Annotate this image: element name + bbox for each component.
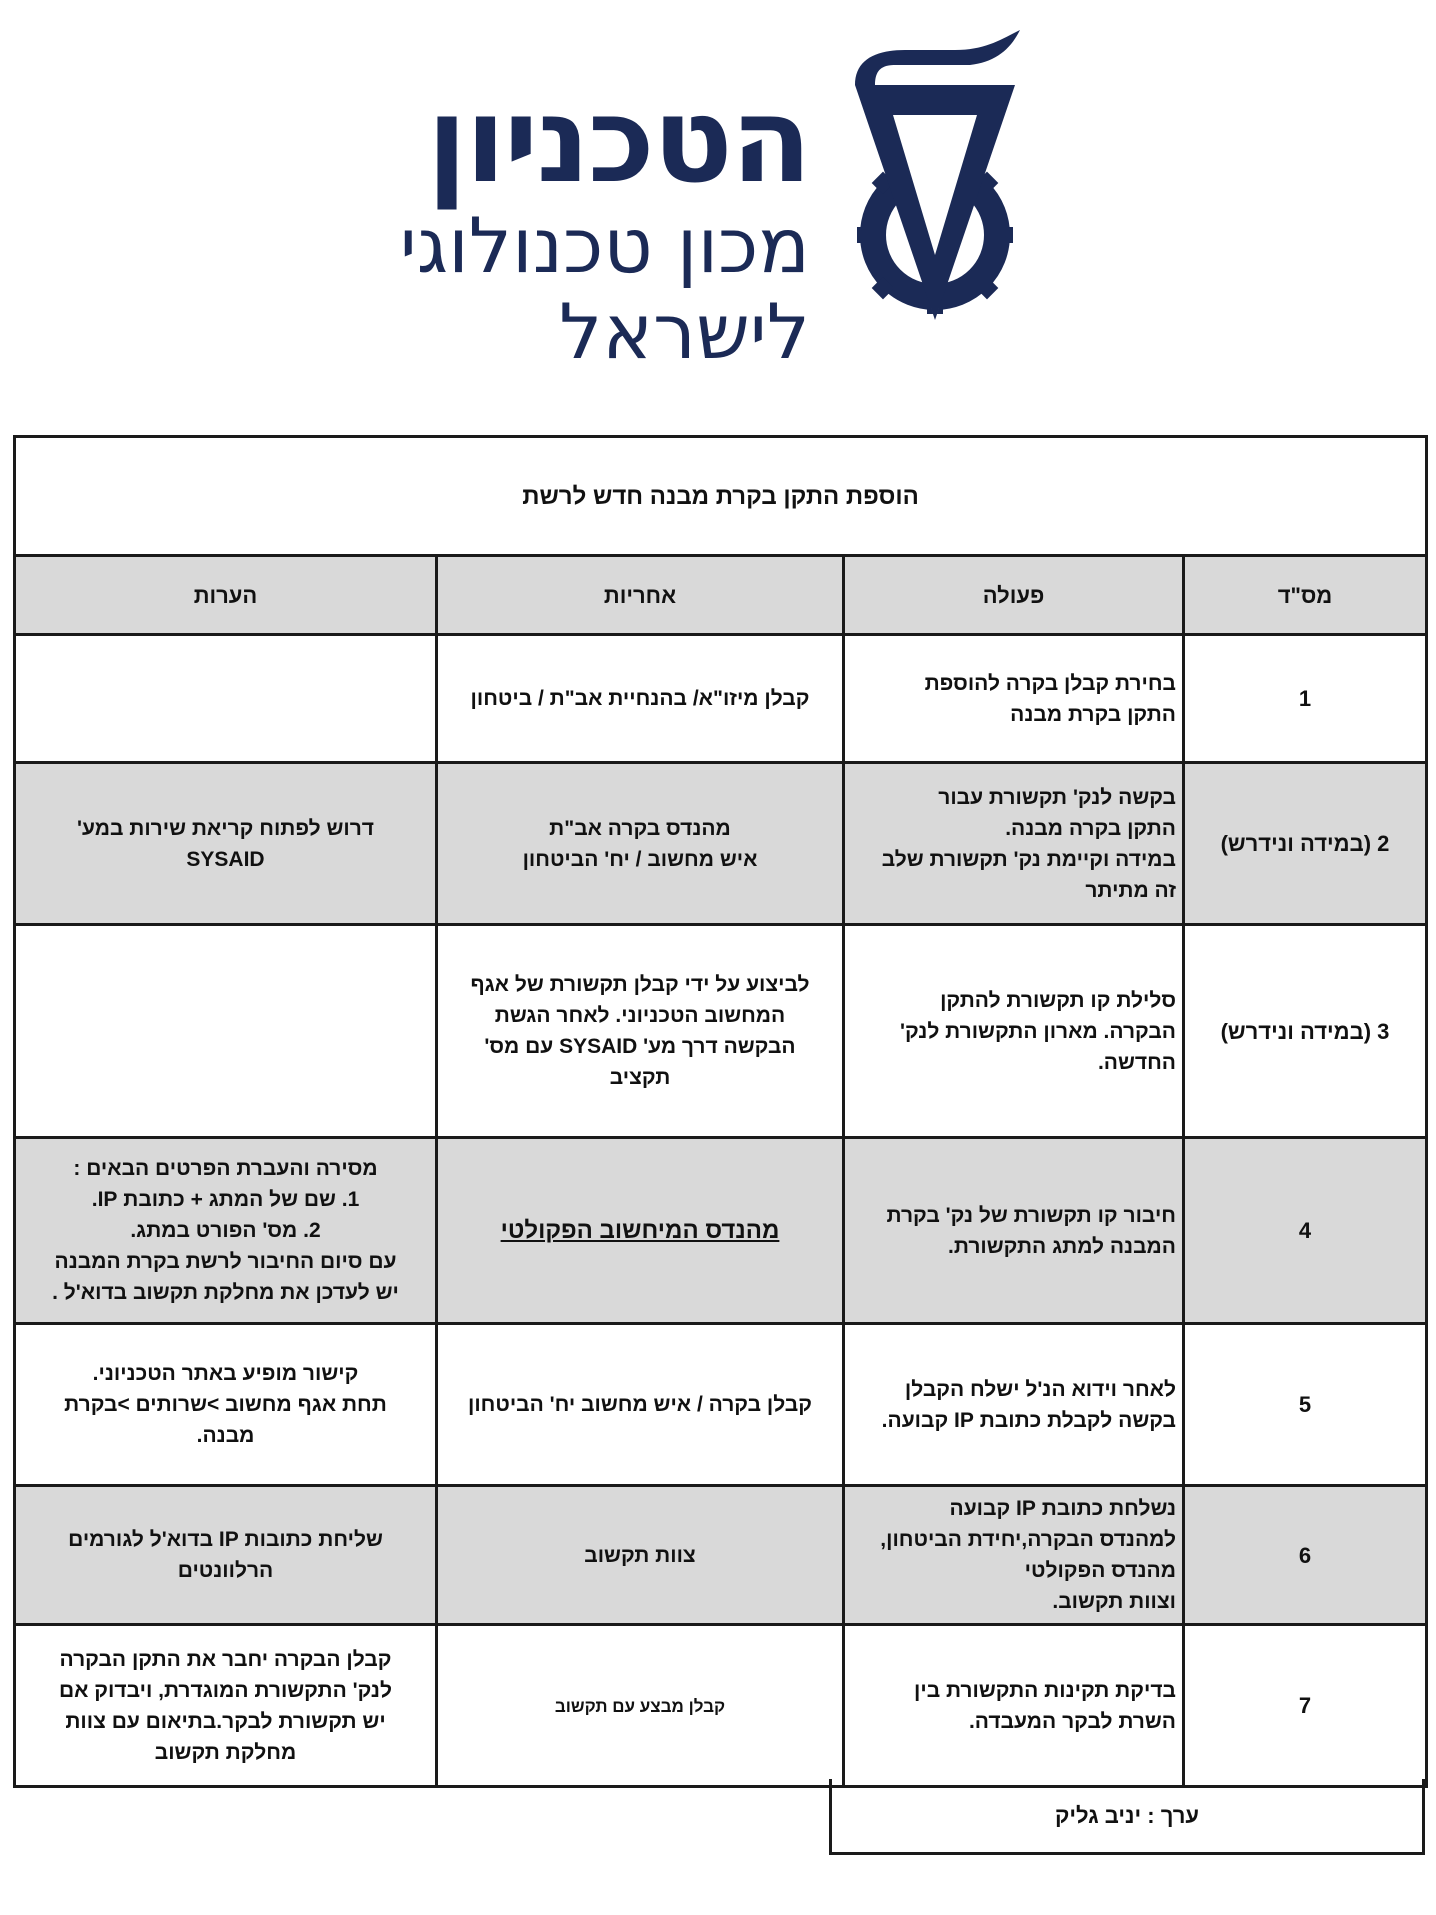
table-row [15, 1324, 1427, 1486]
header-responsibility: אחריות [437, 556, 844, 635]
table-row [15, 925, 1427, 1138]
row-num: 7 [1184, 1625, 1427, 1787]
row-num: 3 (במידה ונידרש) [1184, 925, 1427, 1138]
logo-main-text: הטכניון [426, 71, 810, 209]
row-responsibility: מהנדס בקרה אב"ת איש מחשוב / יח' הביטחון [437, 763, 844, 925]
row-action: בקשה לנק' תקשורת עבור התקן בקרה מבנה. במידה וקיימת נק' תקשורת שלב זה מתיתר [844, 763, 1184, 925]
responsibility-small: קבלן מבצע עם תקשוב [554, 1696, 726, 1716]
row-responsibility: לביצוע על ידי קבלן תקשורת של אגף המחשוב הטכניוני. לאחר הגשת הבקשה דרך מע' SYSAID עם מס' תקציב [437, 925, 844, 1138]
row-num: 1 [1184, 635, 1427, 763]
logo-sub-line-2: לישראל [559, 287, 810, 376]
row-num: 4 [1184, 1138, 1427, 1324]
table-row [15, 1486, 1427, 1625]
procedure-table [13, 435, 1428, 1788]
table-title: הוספת התקן בקרת מבנה חדש לרשת [15, 437, 1427, 556]
editor-box [829, 1779, 1425, 1855]
row-num: 2 (במידה ונידרש) [1184, 763, 1427, 925]
header-action: פעולה [844, 556, 1184, 635]
row-notes: מסירה והעברת הפרטים הבאים : 1. שם של המתג + כתובת IP. 2. מס' הפורט במתג. עם סיום החיבור לרשת בקרת המבנה יש לעדכן את מחלקת תקשוב בדוא'ל . [15, 1138, 437, 1324]
row-action: חיבור קו תקשורת של נק' בקרת המבנה למתג התקשורת. [844, 1138, 1184, 1324]
editor-text: ערך : יניב גליק [1054, 1802, 1200, 1828]
row-responsibility [437, 1138, 844, 1324]
row-num: 6 [1184, 1486, 1427, 1625]
header-num: מס"ד [1184, 556, 1427, 635]
row-responsibility [437, 1625, 844, 1787]
table-row [15, 763, 1427, 925]
row-notes: שליחת כתובות IP בדוא'ל לגורמים הרלוונטים [15, 1486, 437, 1625]
row-notes: דרוש לפתוח קריאת שירות במע' SYSAID [15, 763, 437, 925]
technion-logo [400, 30, 1040, 400]
table-header-row [15, 556, 1427, 635]
row-notes [15, 635, 437, 763]
row-notes: קישור מופיע באתר הטכניוני. תחת אגף מחשוב >שרותים >בקרת מבנה. [15, 1324, 437, 1486]
technion-emblem-icon [835, 30, 1035, 330]
table-row [15, 1625, 1427, 1787]
table-row [15, 635, 1427, 763]
logo-text [390, 71, 810, 376]
row-responsibility: צוות תקשוב [437, 1486, 844, 1625]
row-action: לאחר וידוא הנ'ל ישלח הקבלן בקשה לקבלת כתובת IP קבועה. [844, 1324, 1184, 1486]
row-notes: קבלן הבקרה יחבר את התקן הבקרה לנק' התקשורת המוגדרת, ויבדוק אם יש תקשורת לבקר.בתיאום עם צוות מחלקת תקשוב [15, 1625, 437, 1787]
header-notes: הערות [15, 556, 437, 635]
row-action: סלילת קו תקשורת להתקן הבקרה. מארון התקשורת לנק' החדשה. [844, 925, 1184, 1138]
row-responsibility: קבלן בקרה / איש מחשוב יח' הביטחון [437, 1324, 844, 1486]
row-action: בחירת קבלן בקרה להוספת התקן בקרת מבנה [844, 635, 1184, 763]
row-responsibility: קבלן מיזו"א/ בהנחיית אב"ת / ביטחון [437, 635, 844, 763]
row-action: בדיקת תקינות התקשורת בין השרת לבקר המעבדה. [844, 1625, 1184, 1787]
row-num: 5 [1184, 1324, 1427, 1486]
table-row [15, 1138, 1427, 1324]
logo-sub-line-1: מכון טכנולוגי [399, 201, 810, 290]
row-action: נשלחת כתובת IP קבועה למהנדס הבקרה,יחידת הביטחון, מהנדס הפקולטי וצוות תקשוב. [844, 1486, 1184, 1625]
row-notes [15, 925, 437, 1138]
responsibility-underlined: מהנדס המיחשוב הפקולטי [500, 1216, 780, 1244]
